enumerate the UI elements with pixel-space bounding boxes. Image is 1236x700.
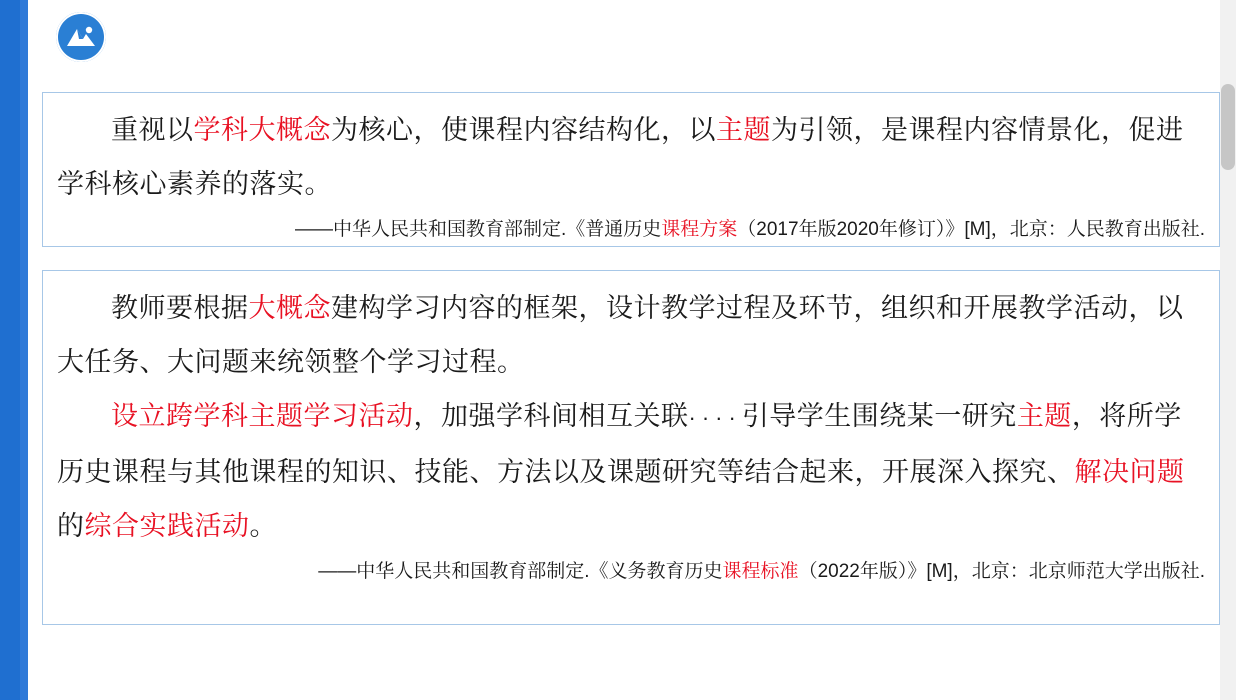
quote-box-curriculum-plan [42,92,1220,247]
quote-paragraph: 教师要根据大概念建构学习内容的框架，设计教学过程及环节，组织和开展教学活动，以大任务、大问题来统领整个学习过程。 [57,293,1184,377]
scrollbar-thumb[interactable] [1221,84,1235,170]
left-accent-bar [0,0,28,700]
quote-paragraph: 重视以学科大概念为核心，使课程内容结构化，以主题为引领，是课程内容情景化，促进学科核心素养的落实。 [57,115,1184,199]
vertical-scrollbar[interactable] [1220,0,1236,700]
slide-content [28,0,1220,700]
quote-source: ——中华人民共和国教育部制定.《义务教育历史课程标准（2022年版）》[M]，北京：北京师范大学出版社. [318,560,1205,582]
quote-paragraph: 设立跨学科主题学习活动，加强学科间相互关联····引导学生围绕某一研究主题，将所学历史课程与其他课程的知识、技能、方法以及课题研究等结合起来，开展深入探究、解决问题的综合实践活动。 [57,401,1185,541]
quote-source: ——中华人民共和国教育部制定.《普通历史课程方案（2017年版2020年修订）》[M]，北京：人民教育出版社. [295,219,1205,240]
left-accent-bar-inner [20,0,28,700]
quote-box-curriculum-standard [42,270,1220,625]
